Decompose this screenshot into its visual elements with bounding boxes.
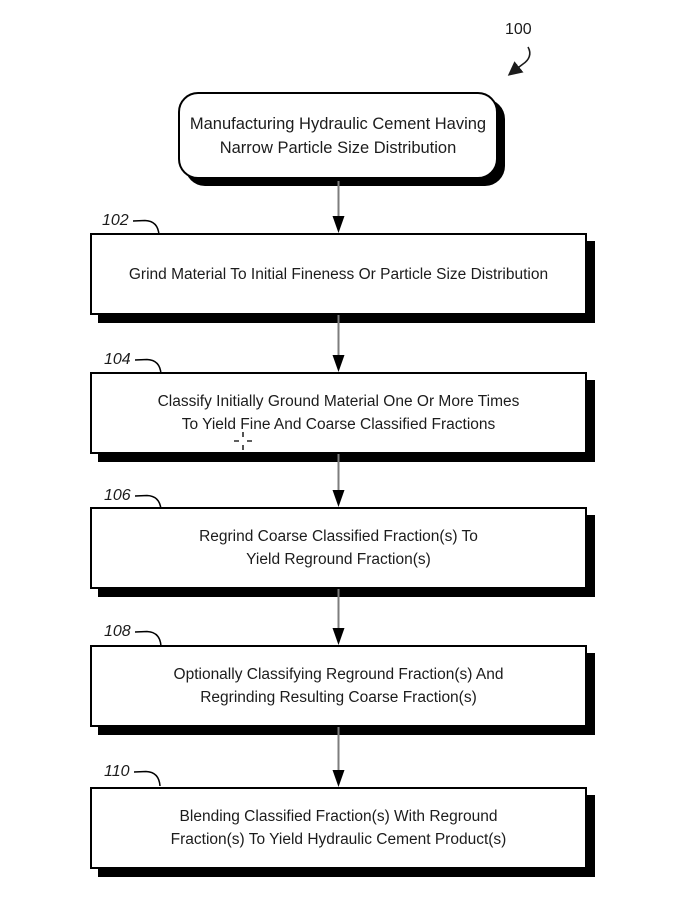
step-text: To Yield Fine And Coarse Classified Fractions	[181, 416, 496, 433]
flow-arrow-icon	[330, 315, 347, 372]
figure-ref-arrow-icon	[498, 44, 538, 82]
flow-arrow-icon	[330, 454, 347, 507]
start-node	[178, 92, 498, 179]
ref-number: 104	[104, 351, 131, 368]
step-box-110	[90, 787, 587, 869]
flow-arrow-icon	[330, 727, 347, 787]
crosshair-cursor-icon	[233, 431, 253, 451]
start-node-line: Manufacturing Hydraulic Cement Having	[189, 114, 487, 133]
flow-arrow-icon	[330, 589, 347, 645]
ref-label-110	[104, 763, 166, 788]
step-text: Regrind Coarse Classified Fraction(s) To	[199, 528, 478, 545]
ref-number: 106	[104, 487, 131, 504]
step-box-108	[90, 645, 587, 727]
start-node-line: Narrow Particle Size Distribution	[219, 138, 457, 157]
step-text: Regrinding Resulting Coarse Fraction(s)	[200, 689, 477, 706]
step-text: Blending Classified Fraction(s) With Reground	[179, 808, 498, 825]
step-box-104	[90, 372, 587, 454]
ref-number: 102	[102, 212, 129, 229]
step-text: Yield Reground Fraction(s)	[246, 551, 431, 568]
figure-ref-label: 100	[505, 21, 532, 38]
ref-number: 110	[104, 763, 130, 780]
flow-arrow-icon	[330, 181, 347, 233]
step-text: Optionally Classifying Reground Fraction(s) And	[173, 666, 504, 683]
step-text: Grind Material To Initial Fineness Or Particle Size Distribution	[128, 265, 549, 283]
ref-leader-icon	[132, 764, 166, 788]
ref-number: 108	[104, 623, 131, 640]
step-text: Fraction(s) To Yield Hydraulic Cement Product(s)	[170, 831, 507, 848]
step-box-106	[90, 507, 587, 589]
step-text: Classify Initially Ground Material One Or More Times	[157, 393, 520, 410]
step-box-102	[90, 233, 587, 315]
